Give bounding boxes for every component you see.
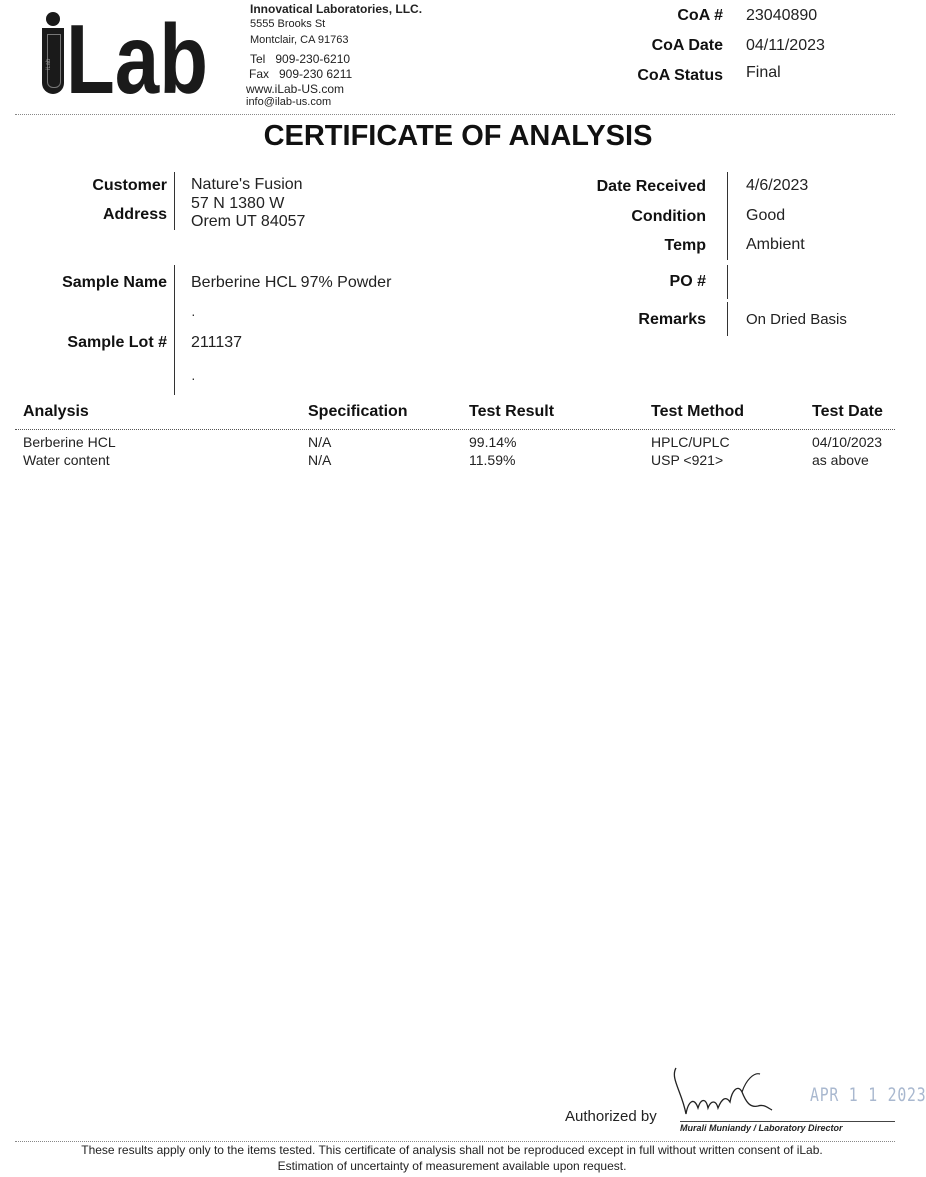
temp: Ambient: [746, 236, 805, 253]
cell-test-result: 99.14%: [469, 434, 517, 450]
company-name: Innovatical Laboratories, LLC.: [250, 2, 423, 16]
cell-analysis: Water content: [23, 452, 110, 468]
col-header-analysis: Analysis: [23, 403, 89, 420]
cell-test-method: HPLC/UPLC: [651, 434, 730, 450]
customer-label: Customer: [92, 177, 167, 194]
remarks-label: Remarks: [638, 311, 706, 328]
footer-uncertainty-note: Estimation of uncertainty of measurement available upon request.: [277, 1159, 627, 1173]
company-fax: Fax 909-230 6211: [249, 67, 353, 81]
sample-name: Berberine HCL 97% Powder: [191, 274, 392, 291]
receipt-divider: [727, 172, 728, 260]
coa-number: 23040890: [746, 7, 818, 24]
coa-date: 04/11/2023: [746, 37, 825, 54]
ilab-logo: [38, 4, 213, 114]
address-label: Address: [102, 206, 167, 223]
cell-test-date: as above: [812, 452, 869, 468]
customer-address-line2: Orem UT 84057: [191, 213, 306, 230]
dot-mark: ·: [191, 370, 196, 386]
customer-address-line1: 57 N 1380 W: [191, 195, 285, 212]
sample-name-label: Sample Name: [62, 274, 167, 291]
coa-status-label: CoA Status: [637, 67, 723, 84]
col-header-test-result: Test Result: [469, 403, 555, 420]
cell-specification: N/A: [308, 434, 332, 450]
company-city: Montclair, CA 91763: [250, 34, 349, 46]
header-divider: [15, 114, 895, 115]
footer-disclaimer: These results apply only to the items tested. This certificate of analysis shall not be reproduced except in full without written consent of iLab.: [81, 1143, 823, 1157]
authorized-by-label: Authorized by: [565, 1108, 657, 1125]
dot-mark: ·: [191, 306, 196, 322]
footer-divider: [15, 1141, 895, 1142]
logo-wordmark: [38, 4, 213, 114]
company-tel: Tel 909-230-6210: [250, 52, 351, 66]
signature: [668, 1062, 788, 1122]
signature-line: [680, 1121, 895, 1122]
cell-test-date: 04/10/2023: [812, 434, 883, 450]
company-street: 5555 Brooks St: [250, 18, 326, 30]
date-received-label: Date Received: [596, 178, 706, 195]
page-title: CERTIFICATE OF ANALYSIS: [263, 120, 653, 152]
condition: Good: [746, 207, 786, 224]
col-header-test-date: Test Date: [812, 403, 883, 420]
remarks-divider: [727, 302, 728, 336]
logo-tube-label: iLab: [46, 58, 52, 70]
coa-status: Final: [746, 64, 781, 81]
date-received: 4/6/2023: [746, 177, 809, 194]
sample-lot: 211137: [191, 334, 243, 351]
po-label: PO #: [669, 273, 706, 290]
cell-analysis: Berberine HCL: [23, 434, 116, 450]
svg-text:Lab: Lab: [66, 4, 208, 114]
table-header-rule: [15, 429, 895, 430]
customer-divider: [174, 172, 175, 230]
temp-label: Temp: [664, 237, 706, 254]
condition-label: Condition: [631, 208, 706, 225]
cell-test-method: USP <921>: [651, 452, 724, 468]
sample-lot-label: Sample Lot #: [67, 334, 167, 351]
coa-number-label: CoA #: [677, 7, 723, 24]
cell-specification: N/A: [308, 452, 332, 468]
company-email: info@ilab-us.com: [246, 96, 332, 108]
coa-date-label: CoA Date: [651, 37, 723, 54]
company-web: www.iLab-US.com: [246, 82, 345, 96]
col-header-test-method: Test Method: [651, 403, 745, 420]
col-header-specification: Specification: [308, 403, 408, 420]
sample-divider: [174, 265, 175, 395]
cell-test-result: 11.59%: [469, 452, 516, 468]
signatory-name: Murali Muniandy / Laboratory Director: [680, 1123, 843, 1133]
customer-name: Nature's Fusion: [191, 176, 303, 193]
received-date-stamp: APR 1 1 2023: [810, 1084, 926, 1106]
po-divider: [727, 265, 728, 299]
remarks: On Dried Basis: [746, 311, 847, 328]
